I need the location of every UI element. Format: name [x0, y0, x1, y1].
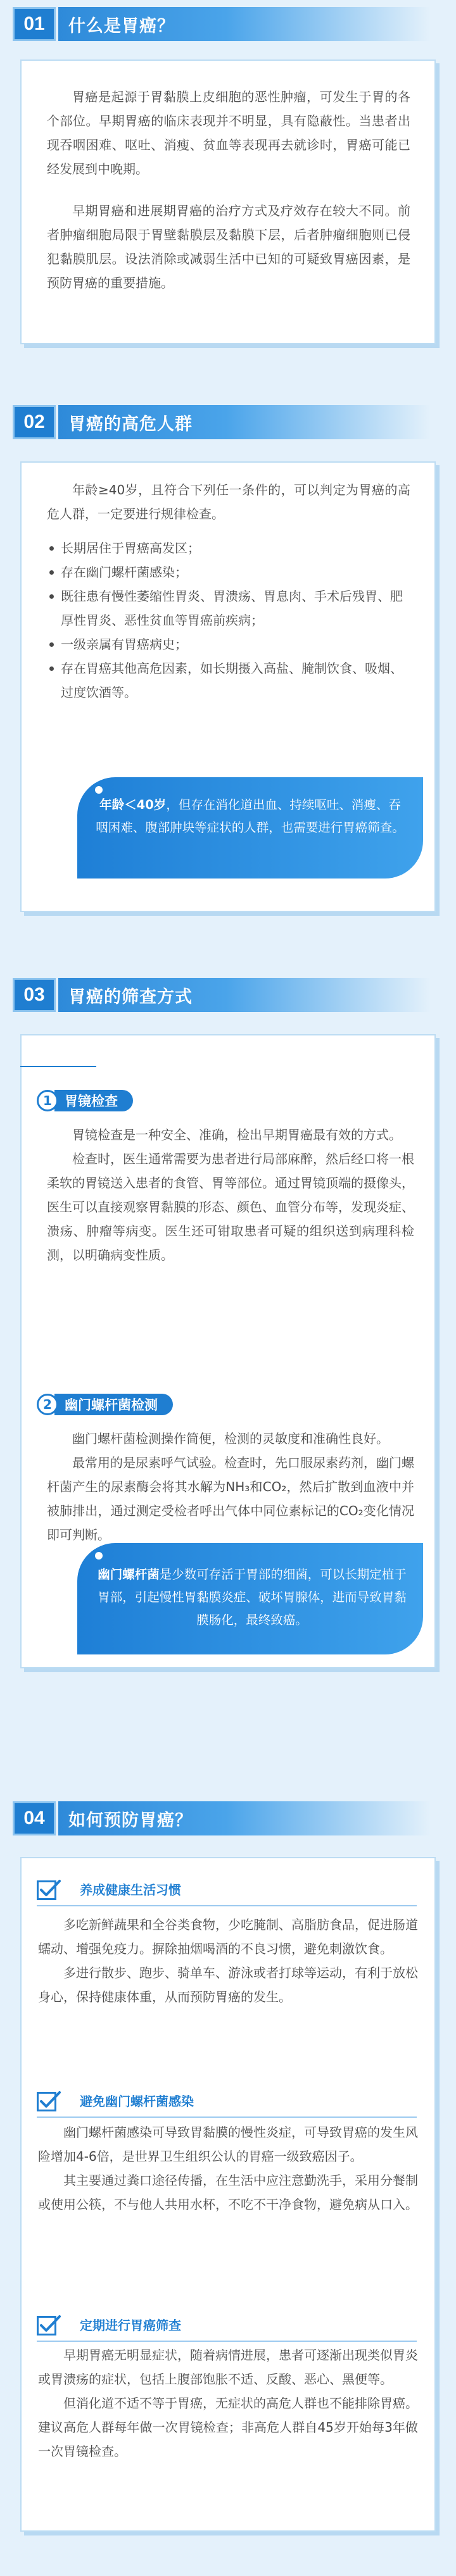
- prevention-item-2-header: [37, 2090, 194, 2110]
- checkbox-icon: [37, 2314, 57, 2334]
- callout-strong-text: 年龄＜40岁: [99, 797, 167, 812]
- section-4-title: 如何预防胃癌？: [58, 1801, 431, 1835]
- section-4-number: 04: [13, 1801, 56, 1835]
- callout-body-text: 是少数可存活于胃部的细菌，可以长期定植于胃部，引起慢性胃黏膜炎症、破坏胃腺体，进而导致胃黏膜肠化，最终致癌。: [98, 1567, 407, 1627]
- subsection-1-label: 胃镜检查: [54, 1090, 133, 1111]
- decorative-line: [20, 1066, 96, 1067]
- list-item: 存在胃癌其他高危因素，如长期摄入高盐、腌制饮食、吸烟、过度饮酒等。: [47, 656, 410, 704]
- list-item: 长期居住于胃癌高发区；: [47, 536, 410, 560]
- prevention-item-1-body: [38, 1913, 418, 2009]
- section-2-intro: 年龄≥40岁，且符合下列任一条件的，可以判定为胃癌的高危人群，一定要进行规律检查。: [47, 482, 410, 522]
- section-4-header: [13, 1799, 431, 1837]
- prevention-item-2-title: 避免幽门螺杆菌感染: [80, 2093, 194, 2109]
- section-3-title: 胃癌的筛查方式: [58, 978, 431, 1012]
- subsection-1-paragraph-1: 胃镜检查是一种安全、准确，检出早期胃癌最有效的方式。: [72, 1127, 402, 1142]
- prevention-item-3-header: [37, 2314, 181, 2334]
- subsection-1-header: [37, 1090, 133, 1111]
- section-2-callout-text: [95, 794, 405, 839]
- prevention-item-2-body: [38, 2120, 418, 2216]
- prevention-item-1-paragraph-1: 多吃新鲜蔬果和全谷类食物，少吃腌制、高脂肪食品，促进肠道蠕动、增强免疫力。摒除抽烟喝酒的不良习惯，避免刺激饮食。: [38, 1917, 418, 1956]
- subsection-1-number: 1: [37, 1090, 58, 1111]
- prevention-item-3-title: 定期进行胃癌筛查: [80, 2317, 181, 2333]
- section-2-header: [13, 403, 431, 441]
- list-item: 既往患有慢性萎缩性胃炎、胃溃疡、胃息肉、手术后残胃、肥厚性胃炎、恶性贫血等胃癌前疾病；: [47, 584, 410, 632]
- subsection-2-number: 2: [37, 1394, 58, 1415]
- section-1-paragraph-1: 胃癌是起源于胃黏膜上皮细胞的恶性肿瘤，可发生于胃的各个部位。早期胃癌的临床表现并不明显，具有隐蔽性。当患者出现吞咽困难、呕吐、消瘦、贫血等表现再去就诊时，胃癌可能已经发展到中晚期。: [47, 89, 410, 177]
- section-1-title: 什么是胃癌？: [58, 7, 431, 41]
- section-3-callout-text: [96, 1563, 408, 1632]
- prevention-item-1-paragraph-2: 多进行散步、跑步、骑单车、游泳或者打球等运动，有利于放松身心，保持健康体重，从而预防胃癌的发生。: [38, 1965, 418, 2004]
- callout-dot-decoration: [95, 1552, 103, 1560]
- subsection-2-header: [37, 1394, 173, 1415]
- subsection-2-paragraph-1: 幽门螺杆菌检测操作简便，检测的灵敏度和准确性良好。: [72, 1431, 389, 1446]
- section-2-number: 02: [13, 405, 56, 439]
- prevention-item-1-title: 养成健康生活习惯: [80, 1882, 181, 1898]
- section-3-number: 03: [13, 978, 56, 1012]
- section-3-header: [13, 976, 431, 1014]
- section-1-paragraph-2: 早期胃癌和进展期胃癌的治疗方式及疗效存在较大不同。前者肿瘤细胞局限于胃壁黏膜层及黏膜下层，后者肿瘤细胞则已侵犯黏膜肌层。设法消除或减弱生活中已知的可疑致胃癌因素，是预防胃癌的重要措施。: [47, 203, 410, 291]
- subsection-2-paragraph-2: 最常用的是尿素呼气试验。检查时，先口服尿素药剂，幽门螺杆菌产生的尿素酶会将其水解为NH₃和CO₂，然后扩散到血液中并被肺排出，通过测定受检者呼出气体中同位素标记的CO₂变化情况即可判断。: [47, 1455, 414, 1542]
- section-1-header: [13, 5, 431, 43]
- checkbox-icon: [37, 2090, 57, 2110]
- prevention-item-3-paragraph-1: 早期胃癌无明显症状，随着病情进展，患者可逐渐出现类似胃炎或胃溃疡的症状，包括上腹部饱胀不适、反酸、恶心、黑便等。: [38, 2348, 418, 2387]
- callout-dot-decoration: [95, 786, 103, 794]
- list-item: 存在幽门螺杆菌感染；: [47, 560, 410, 584]
- item-divider: [37, 2341, 417, 2342]
- section-2-callout: [77, 777, 423, 878]
- prevention-item-2-paragraph-2: 其主要通过粪口途径传播，在生活中应注意勤洗手，采用分餐制或使用公筷，不与他人共用水杯，不吃不干净食物，避免病从口入。: [38, 2173, 418, 2212]
- item-divider: [37, 2116, 417, 2118]
- subsection-1-paragraph-2: 检查时，医生通常需要为患者进行局部麻醉，然后经口将一根柔软的胃镜送入患者的食管、胃等部位。通过胃镜顶端的摄像头，医生可以直接观察胃黏膜的形态、颜色、血管分布等，发现炎症、溃疡、肿瘤等病变。医生还可钳取患者可疑的组织送到病理科检测，以明确病变性质。: [47, 1151, 414, 1263]
- high-risk-list: [47, 536, 410, 704]
- item-divider: [37, 1905, 417, 1906]
- list-item: 一级亲属有胃癌病史；: [47, 632, 410, 656]
- prevention-item-1-header: [37, 1879, 181, 1899]
- section-2-title: 胃癌的高危人群: [58, 405, 431, 439]
- section-1-card: [20, 59, 436, 344]
- subsection-2-label: 幽门螺杆菌检测: [54, 1394, 173, 1415]
- callout-strong-text: 幽门螺杆菌: [98, 1567, 160, 1582]
- checkbox-icon: [37, 1879, 57, 1899]
- prevention-item-3-paragraph-2: 但消化道不适不等于胃癌，无症状的高危人群也不能排除胃癌。建议高危人群每年做一次胃镜检查；非高危人群自45岁开始每3年做一次胃镜检查。: [38, 2396, 418, 2459]
- subsection-1-body: [47, 1123, 414, 1267]
- prevention-item-2-paragraph-1: 幽门螺杆菌感染可导致胃黏膜的慢性炎症，可导致胃癌的发生风险增加4-6倍，是世界卫生组织公认的胃癌一级致癌因子。: [38, 2125, 418, 2164]
- subsection-2-body: [47, 1427, 414, 1547]
- section-1-number: 01: [13, 7, 56, 41]
- callout-body-text: ，但存在消化道出血、持续呕吐、消瘦、吞咽困难、腹部肿块等症状的人群，也需要进行胃癌筛查。: [96, 797, 405, 835]
- section-3-callout: [77, 1543, 423, 1654]
- prevention-item-3-body: [38, 2343, 418, 2463]
